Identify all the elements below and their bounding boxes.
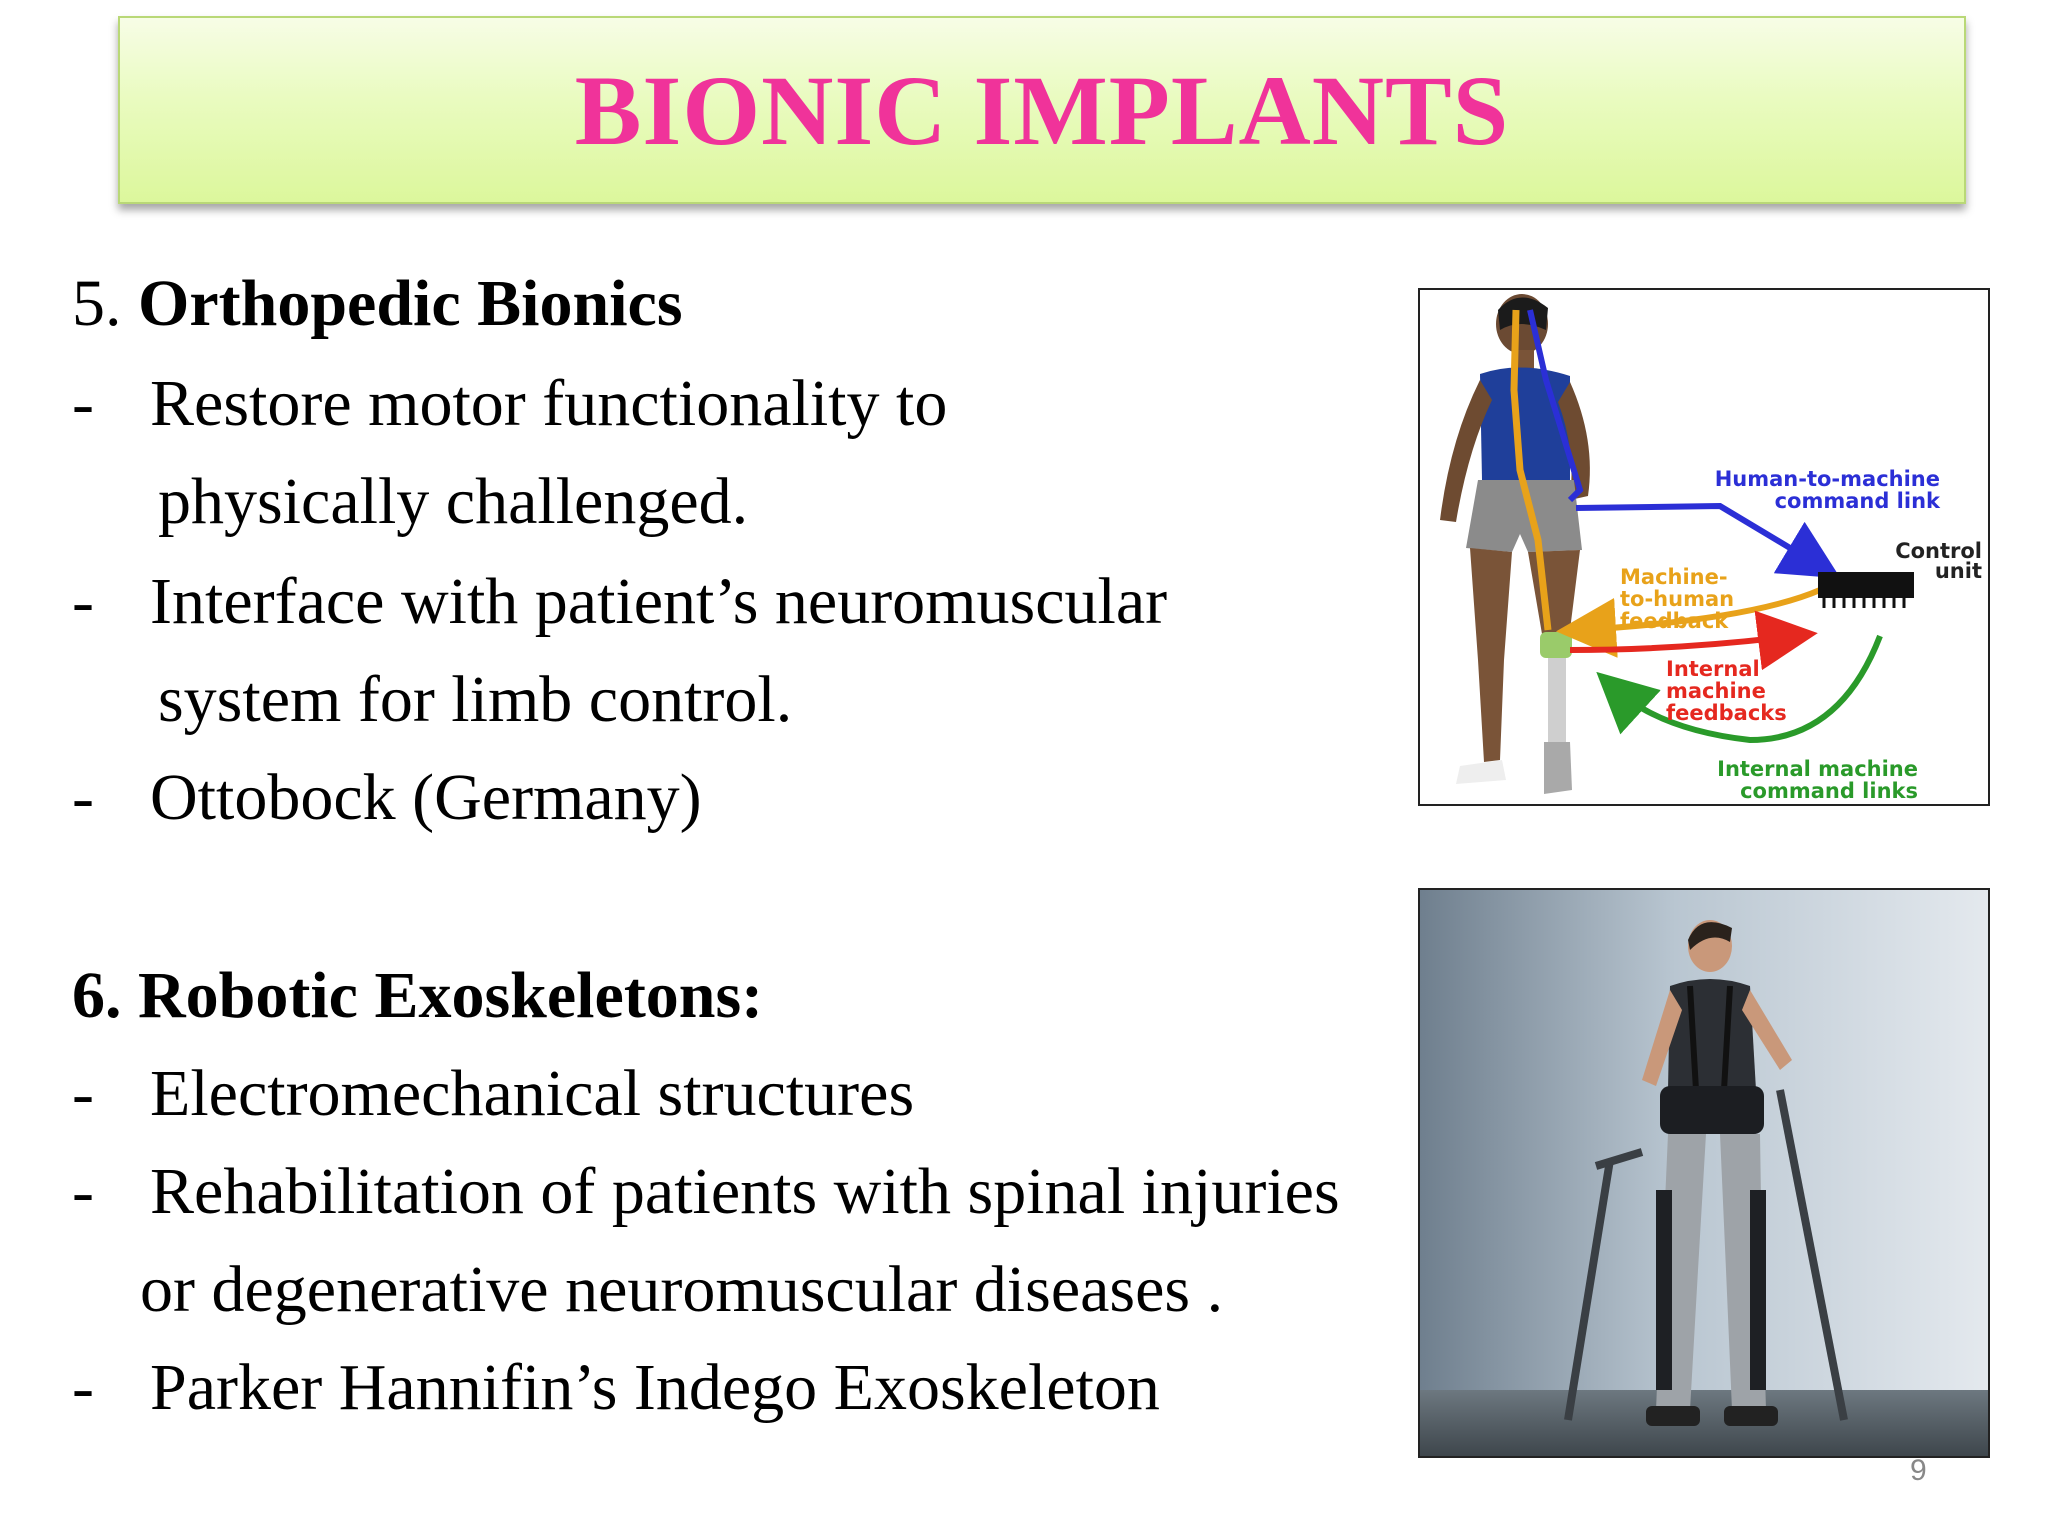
- human-to-machine-label-1: Human-to-machine: [1714, 467, 1940, 491]
- machine-to-human-label-1: Machine-: [1620, 565, 1728, 589]
- bullet-text: Rehabilitation of patients with spinal injuries: [150, 1155, 1340, 1228]
- exoskeleton-photo: [1418, 888, 1990, 1458]
- bullet-dash: -: [72, 367, 94, 440]
- section-5-number: 5.: [72, 267, 122, 340]
- bullet-dash: -: [72, 761, 94, 834]
- bullet-text: Parker Hannifin’s Indego Exoskeleton: [150, 1351, 1160, 1424]
- section-6-heading: 6. Robotic Exoskeletons:: [72, 959, 764, 1032]
- control-unit-label-2: unit: [1934, 559, 1982, 583]
- section-5-title: Orthopedic Bionics: [138, 267, 683, 340]
- machine-to-human-label-3: feedback: [1620, 609, 1729, 633]
- exoskeleton-user-illustration: [1420, 890, 1988, 1456]
- machine-to-human-label-2: to-human: [1620, 587, 1735, 611]
- page-number: 9: [1910, 1454, 1927, 1487]
- bullet-text: Ottobock (Germany): [150, 761, 702, 834]
- human-to-machine-arrow: [1576, 506, 1820, 566]
- bullet-dash: -: [72, 1057, 94, 1130]
- orthopedic-bionics-diagram: [1418, 288, 1990, 806]
- internal-feedback-label-3: feedbacks: [1666, 701, 1787, 725]
- internal-command-label-1: Internal machine: [1717, 757, 1918, 781]
- internal-feedback-arrow: [1570, 636, 1794, 650]
- bullet-dash: -: [72, 1351, 94, 1424]
- internal-feedback-label-1: Internal: [1666, 657, 1760, 681]
- control-unit-label-1: Control: [1895, 539, 1982, 563]
- control-unit-chip-icon: [1818, 572, 1914, 608]
- bullet-dash: -: [72, 565, 94, 638]
- bionic-leg-illustration: [1420, 290, 1988, 804]
- internal-command-label-2: command links: [1740, 779, 1918, 803]
- bullet-dash: -: [72, 1155, 94, 1228]
- section-5-heading: [72, 264, 683, 344]
- bullet-text-continued: physically challenged.: [158, 465, 749, 538]
- bullet-text-continued: or degenerative neuromuscular diseases .: [140, 1253, 1224, 1326]
- slide-title: BIONIC IMPLANTS: [574, 54, 1510, 166]
- human-to-machine-label-2: command link: [1774, 489, 1940, 513]
- bullet-text-continued: system for limb control.: [158, 663, 793, 736]
- internal-feedback-label-2: machine: [1666, 679, 1766, 703]
- title-banner: [118, 16, 1966, 204]
- bullet-text: Electromechanical structures: [150, 1057, 915, 1130]
- bullet-text: Interface with patient’s neuromuscular: [150, 565, 1168, 638]
- bullet-text: Restore motor functionality to: [150, 367, 948, 440]
